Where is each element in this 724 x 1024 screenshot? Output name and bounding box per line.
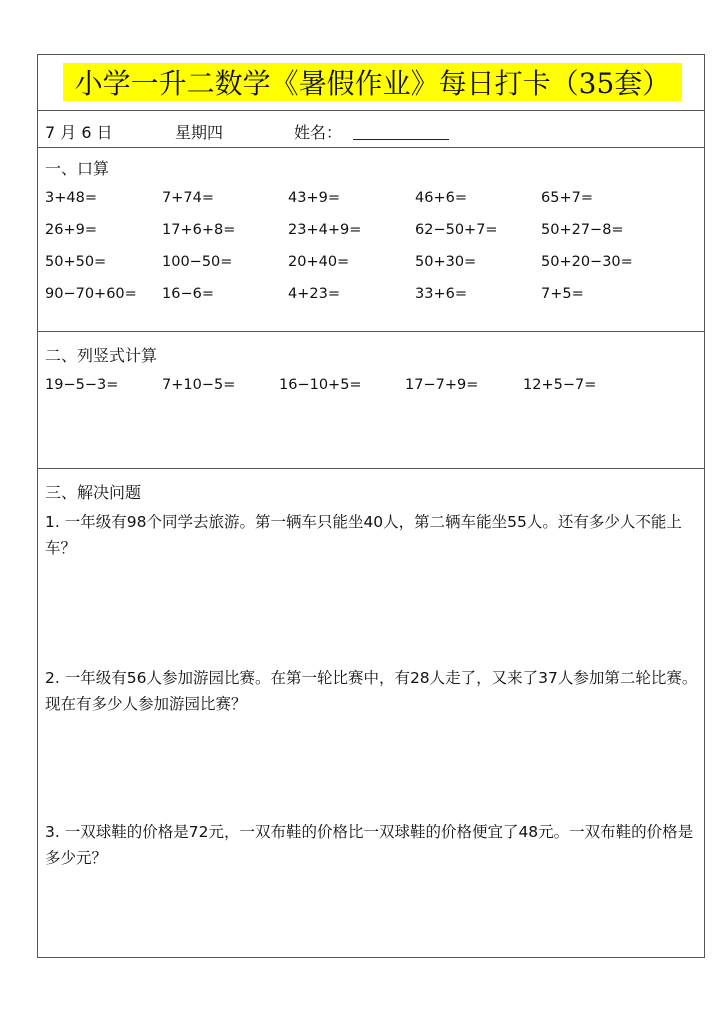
equation: 12+5−7= — [523, 377, 597, 393]
equation: 26+9= — [45, 222, 97, 238]
section-heading: 三、解决问题 — [45, 483, 142, 502]
equation: 50+50= — [45, 254, 107, 270]
equation: 100−50= — [162, 254, 233, 270]
name-label: 姓名： — [294, 123, 343, 142]
date-label: 7 月 6 日 — [45, 123, 113, 142]
equation: 20+40= — [288, 254, 350, 270]
equation: 7+74= — [162, 190, 214, 206]
info-row — [38, 111, 704, 148]
equation: 33+6= — [415, 286, 467, 302]
equation: 7+10−5= — [162, 377, 236, 393]
section-heading: 一、口算 — [45, 159, 110, 178]
equation: 17−7+9= — [405, 377, 479, 393]
equation: 65+7= — [541, 190, 593, 206]
equation: 23+4+9= — [288, 222, 362, 238]
equation: 16−10+5= — [279, 377, 362, 393]
word-problem: 3. 一双球鞋的价格是72元，一双布鞋的价格比一双球鞋的价格便宜了48元。一双布鞋的价格是多少元？ — [45, 823, 694, 867]
worksheet-title: 小学一升二数学《暑假作业》每日打卡（35套） — [63, 63, 682, 101]
equation: 62−50+7= — [415, 222, 498, 238]
section-mental-math — [38, 148, 704, 332]
word-problem: 1. 一年级有98个同学去旅游。第一辆车只能坐40人，第二辆车能坐55人。还有多少人不能上车？ — [45, 513, 682, 557]
weekday-label: 星期四 — [175, 123, 224, 142]
worksheet — [37, 54, 705, 958]
name-blank-line[interactable] — [353, 139, 449, 140]
equation: 50+30= — [415, 254, 477, 270]
title-row — [38, 55, 704, 111]
equation: 43+9= — [288, 190, 340, 206]
equation: 19−5−3= — [45, 377, 119, 393]
equation: 4+23= — [288, 286, 340, 302]
section-word-problems — [38, 469, 704, 957]
section-heading: 二、列竖式计算 — [45, 346, 158, 365]
section-vertical-calculation — [38, 332, 704, 469]
equation: 50+27−8= — [541, 222, 624, 238]
equation: 16−6= — [162, 286, 214, 302]
equation: 46+6= — [415, 190, 467, 206]
equation: 50+20−30= — [541, 254, 633, 270]
equation: 7+5= — [541, 286, 584, 302]
equation: 90−70+60= — [45, 286, 137, 302]
equation: 3+48= — [45, 190, 97, 206]
word-problem: 2. 一年级有56人参加游园比赛。在第一轮比赛中，有28人走了，又来了37人参加第二轮比赛。现在有多少人参加游园比赛？ — [45, 669, 698, 713]
equation: 17+6+8= — [162, 222, 236, 238]
